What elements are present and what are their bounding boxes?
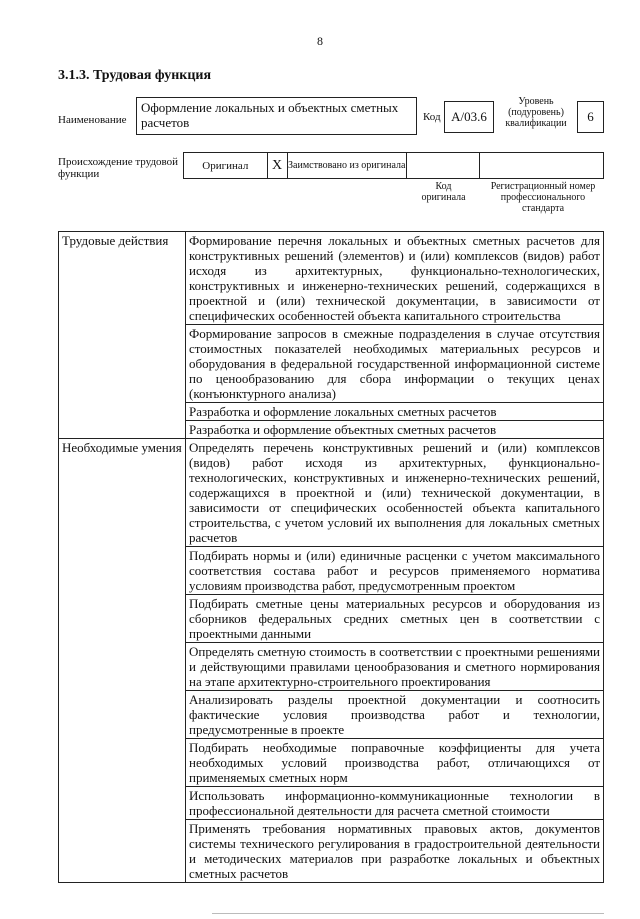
- skill-item: Определять сметную стоимость в соответствии с проектными решениями и действующими правилами ценообразования и сметного нормирования на этапе архитектурно-строительного проектирования: [186, 643, 604, 691]
- original-mark: X: [268, 153, 288, 178]
- origin-row: [183, 152, 604, 179]
- page-bottom-line: [212, 913, 604, 914]
- table-row: [59, 232, 604, 325]
- skill-item: Подбирать сметные цены материальных ресурсов и оборудования из сборников федеральных средних сметных цен в соответствии с проектными данными: [186, 595, 604, 643]
- registration-number-cell: [480, 153, 603, 178]
- origin-label-line-1: Происхождение трудовой: [58, 156, 179, 168]
- skills-label: Необходимые умения: [59, 439, 186, 883]
- labor-action-item: Разработка и оформление локальных сметных расчетов: [186, 403, 604, 421]
- borrowed-cell: Заимствовано из оригинала: [288, 153, 407, 178]
- labor-action-item: Формирование перечня локальных и объектных сметных расчетов для конструктивных решений (элементов) и (или) комплексов (видов) работ исходя из архитектурных, функционально-технологических, конструктивных и инженерно-технических решений, содержащихся в проектной и (или) технической документации, в зависимости от специфических особенностей объекта капитального строительства: [186, 232, 604, 325]
- registration-caption-line-3: стандарта: [521, 203, 565, 214]
- page-number: 8: [317, 34, 323, 48]
- level-label: [500, 96, 572, 129]
- level-label-line-1: Уровень: [518, 96, 554, 107]
- labor-action-item: Разработка и оформление объектных сметных расчетов: [186, 421, 604, 439]
- origin-label: [58, 156, 182, 180]
- registration-caption-line-2: профессионального: [500, 192, 586, 203]
- labor-actions-label: Трудовые действия: [59, 232, 186, 439]
- registration-caption-line-1: Регистрационный номер: [490, 181, 596, 192]
- function-table: [58, 231, 604, 883]
- registration-number-caption: [482, 181, 604, 214]
- section-title: 3.1.3. Трудовая функция: [58, 68, 212, 83]
- code-value-box: А/03.6: [444, 101, 494, 133]
- original-code-caption: [407, 181, 480, 203]
- skill-item: Анализировать разделы проектной документации и соотносить фактические условия производства работ и технологии, предусмотренные в проекте: [186, 691, 604, 739]
- original-code-caption-line-2: оригинала: [421, 192, 466, 203]
- skill-item: Применять требования нормативных правовых актов, документов системы технического регулирования в градостроительной деятельности и методических материалов при разработке локальных и объектных сметных расчетов: [186, 820, 604, 883]
- code-label: Код: [423, 111, 441, 123]
- name-label: Наименование: [58, 114, 127, 126]
- table-row: [59, 439, 604, 547]
- level-label-line-3: квалификации: [505, 118, 567, 129]
- original-code-caption-line-1: Код: [435, 181, 452, 192]
- level-label-line-2: (подуровень): [508, 107, 564, 118]
- skill-item: Использовать информационно-коммуникационные технологии в профессиональной деятельности для расчета сметной стоимости: [186, 787, 604, 820]
- skill-item: Подбирать необходимые поправочные коэффициенты для учета необходимых условий производства работ, отличающихся от применяемых сметных норм: [186, 739, 604, 787]
- original-code-cell: [407, 153, 480, 178]
- original-cell: Оригинал: [184, 153, 268, 178]
- level-value-box: 6: [577, 101, 604, 133]
- function-name-box: Оформление локальных и объектных сметных расчетов: [136, 97, 417, 135]
- origin-label-line-2: функции: [58, 168, 100, 180]
- labor-action-item: Формирование запросов в смежные подразделения в случае отсутствия стоимостных показателей необходимых материальных ресурсов и оборудования в федеральной государственной информационной системе по ценообразованию для сбора информации о текущих ценах (конъюнктурного анализа): [186, 325, 604, 403]
- skill-item: Определять перечень конструктивных решений и (или) комплексов (видов) работ исходя из архитектурных, функционально-технологических, конструктивных и инженерно-технических решений, содержащихся в проектной и (или) технической документации, в зависимости от специфических особенностей объекта капитального строительства, с учетом условий их выполнения для локальных сметных расчетов: [186, 439, 604, 547]
- skill-item: Подбирать нормы и (или) единичные расценки с учетом максимального соответствия состава работ и ресурсов применяемого норматива условиям производства работ, предусмотренным проектом: [186, 547, 604, 595]
